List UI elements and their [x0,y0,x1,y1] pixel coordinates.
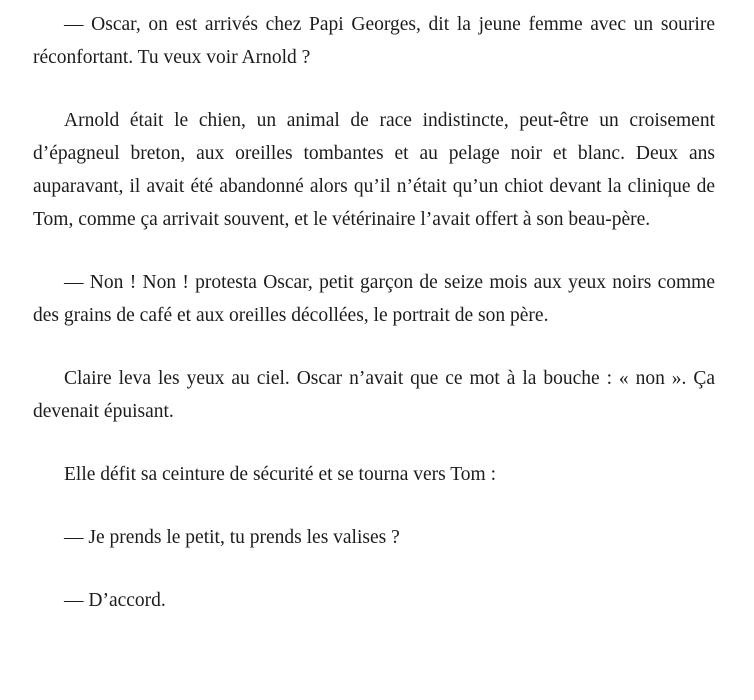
reading-page [33,8,715,647]
paragraph-5: Elle défit sa ceinture de sécurité et se tourna vers Tom : [64,464,496,485]
paragraph-6: — Je prends le petit, tu prends les valises ? [64,527,400,548]
paragraph-7: — D’accord. [64,590,166,611]
paragraph-4: Claire leva les yeux au ciel. Oscar n’avait que ce mot à la bouche : « non ». Ça devenait épuisant. [33,368,715,422]
paragraph-1: — Oscar, on est arrivés chez Papi Georges, dit la jeune femme avec un sourire réconfortant. Tu veux voir Arnold ? [33,14,715,68]
paragraph-2: Arnold était le chien, un animal de race indistincte, peut-être un croisement d’épagneul breton, aux oreilles tombantes et au pelage noir et blanc. Deux ans auparavant, il avait été abandonné alors qu’il n’était qu’un chiot devant la clinique de Tom, comme ça arrivait souvent, et le vétérinaire l’avait offert à son beau-père. [33,110,715,230]
paragraph-3: — Non ! Non ! protesta Oscar, petit garçon de seize mois aux yeux noirs comme des grains de café et aux oreilles décollées, le portrait de son père. [33,272,715,326]
